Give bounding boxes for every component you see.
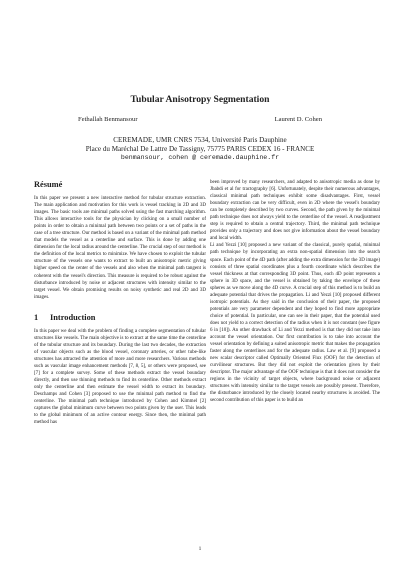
introduction-heading	[34, 313, 206, 323]
author-email: benmansour, cohen @ ceremade.dauphine.fr	[120, 154, 280, 161]
right-column	[210, 179, 380, 541]
affiliation-line: CEREMADE, UMR CNRS 7534, Université Paris Dauphine	[113, 136, 287, 144]
abstract-heading: Résumé	[34, 180, 63, 189]
body-paragraph: Li and Yezzi [10] proposed a new variant of the classical, purely spatial, minimal path technique by incorporating an extra non-spatial dimension into the search space. Each point of the 4D path (after adding the extra dimension for the 3D image) consists of three spatial coordinates plus a fourth coordinate which describes the vessel thickness at that corresponding 3D point. Thus, each 4D point represents a sphere in 3D space, and the vessel is obtained by taking the envelope of these spheres as we move along the 4D curve. A crucial step of this method is to build an adequate potential that drives the propagation. Li and Yezzi [10] proposed different isotropic potentials. As they said in the conclusion of their paper, the proposed potentials are very parameter dependent and they hoped to find more appropriate choice of potential. In particular, one can see in their paper, that the potential used does not yield to a correct detection of the radius when it is not constant (see figure 6 in [10]). An other drawback of Li and Yezzi method is that they did not take into account the vessel orientation. Our first contribution is to take into account the vessel orientation by defining a suited anisotropic metric that makes the propagation faster along the centerlines and for the adequate radius. Law et al. [9] proposed a new scalar descriptor called Optimally Oriented Flux (OOF) for the detection of curvilinear structures. But they did not exploit the orientation given by their descriptor. The major advantage of the OOF technique is that it does not consider the regions in the vicinity of target objects, where background noise or adjacent structures with intensity similar to the target vessels are possibly present. Therefore, the disturbance introduced by the closely located nearby structures is avoided. The second contribution of this paper is to build an	[210, 243, 380, 404]
author-list	[78, 116, 322, 124]
paper-title: Tubular Anisotropy Segmentation	[130, 94, 270, 105]
author-name: Fethallah Benmansour	[78, 116, 138, 123]
page-number: 1	[198, 546, 202, 552]
left-column	[34, 180, 206, 540]
section-number: 1	[34, 312, 39, 322]
abstract-text: In this paper we present a new interactive method for tubular structure extraction. The main application and motivation for this work is vessel tracking in 2D and 3D images. The basic tools are minimal paths solved using the fast marching algorithm. This allows interactive tools for the physician by clicking on a small number of points in order to obtain a minimal path between two points or a set of paths in the case of a tree structure. Our method is based on a variant of the minimal path method that models the vessel as a centerline and surface. This is done by adding one dimension for the local radius around the centerline. The crucial step of our method is the definition of the local metrics to minimize. We have chosen to exploit the tubular structure of the vessels one wants to extract to built an anisotropic metric giving higher speed on the center of the vessels and also when the minimal path tangent is coherent with the vessel's direction. This measure is required to be robust against the disturbance introduced by noise or adjacent structures with intensity similar to the target vessel. We obtain promising results on noisy synthetic and real 2D and 3D images.	[34, 196, 206, 300]
section-title: Introduction	[50, 312, 96, 322]
introduction-text: In this paper we deal with the problem of finding a complete segmentation of tubular structures like vessels. The main objective is to extract at the same time the centerline of the tubular structure and its boundary. During the last two decades, the extraction of vascular objects such as the blood vessel, coronary arteries, or other tube-like structures has attracted the attention of more and more researchers. Various methods such as vascular image enhancement methods [7, 8, 5], or others were proposed, see [7] for a complete survey. Some of these methods extract the vessel boundary directly, and then use thinning methods to find its centerline. Other methods extract only the centerline and then estimate the vessel width to extract its boundary. Deschamps and Cohen [3] proposed to use the minimal path method to find the centerline. The minimal path technique introduced by Cohen and Kimmel [2] captures the global minimum curve between two points given by the user. This leads to the global minimum of an active contour energy. Since then, the minimal path method has	[34, 328, 206, 426]
affiliation-address: Place du Maréchal De Lattre De Tassigny, 75775 PARIS CEDEX 16 - FRANCE	[85, 145, 315, 153]
author-name: Laurent D. Cohen	[274, 116, 322, 123]
body-paragraph: been improved by many researchers, and adapted to anisotropic media as done by Jbabdi et al for tractography [6]. Unfortunately, despite their numerous advantages, classical minimal path techniques exhibit some disadvantages. First, vessel boundary extraction can be very difficult, even in 2D where the vessel's boundary can be completely described by two curves. Second, the path given by the minimal path technique does not always yield to the centerline of the vessel. A readjustment step is required to obtain a central trajectory. Third, the minimal path technique provides only a trajectory and does not give information about the vessel boundary and local width.	[210, 180, 380, 242]
